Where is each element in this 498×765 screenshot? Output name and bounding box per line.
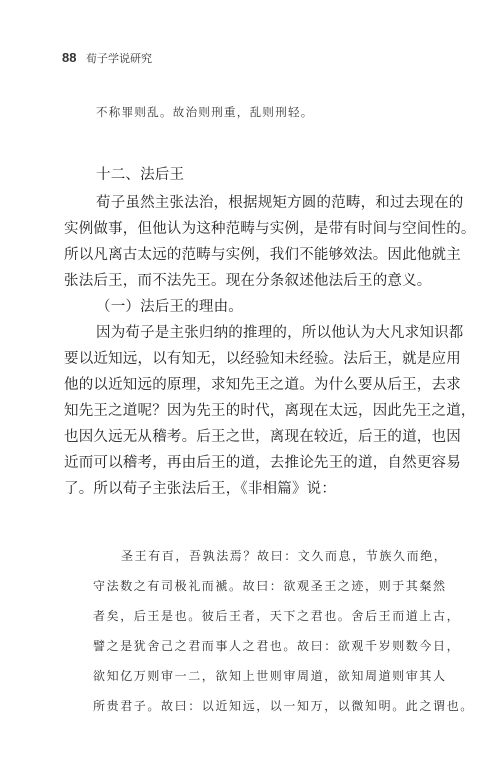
para2-line: 近而可以稽考，再由后王的道，去推论先王的道，自然更容易 [64,455,461,471]
page-number: 88 [62,50,77,65]
para1-line: 张法后王，而不法先王。现在分条叙述他法后王的意义。 [64,273,432,289]
para2-line: 知先王之道呢？因为先王的时代，离现在太远，因此先王之道， [64,403,476,419]
top-line: 不称罪则乱。故治则刑重，乱则刑轻。 [96,105,314,119]
para1-line: 荀子虽然主张法治，根据规矩方圆的范畴，和过去现在的 [96,195,464,211]
quote-line: 守法数之有司极礼而褫。故曰：欲观圣王之迹，则于其粲然 [93,579,447,593]
para2-line: 也因久远无从稽考。后王之世，离现在较近，后王的道，也因 [64,429,461,445]
page-header [62,50,152,66]
quote-line: 譬之是犹舍己之君而事人之君也。故曰：欲观千岁则数今日， [93,639,461,653]
para2-line: 要以近知远，以有知无，以经验知未经验。法后王，就是应用 [64,351,461,367]
quote-line: 欲知亿万则审一二，欲知上世则审周道，欲知周道则审其人 [93,669,447,683]
para1-line: 所以凡离古太远的范畴与实例，我们不能够效法。因此他就主 [64,247,461,263]
section-title: 十二、法后王 [96,167,185,183]
sub-title: （一）法后王的理由。 [96,299,243,315]
para2-line: 因为荀子是主张归纳的推理的，所以他认为大凡求知识都 [96,325,464,341]
para1-line: 实例做事，但他认为这种范畴与实例，是带有时间与空间性的。 [64,221,476,237]
para2-line: 了。所以荀子主张法后王，《非相篇》说： [64,481,337,497]
quote-line: 圣王有百，吾孰法焉？故曰：文久而息，节族久而绝， [121,549,448,563]
quote-line: 所贵君子。故曰：以近知远，以一知万，以微知明。此之谓也。 [93,699,474,713]
quote-line: 者矣，后王是也。彼后王者，天下之君也。舍后王而道上古， [93,609,461,623]
book-title: 荀子学说研究 [85,52,152,65]
para2-line: 他的以近知远的原理，求知先王之道。为什么要从后王，去求 [64,377,461,393]
